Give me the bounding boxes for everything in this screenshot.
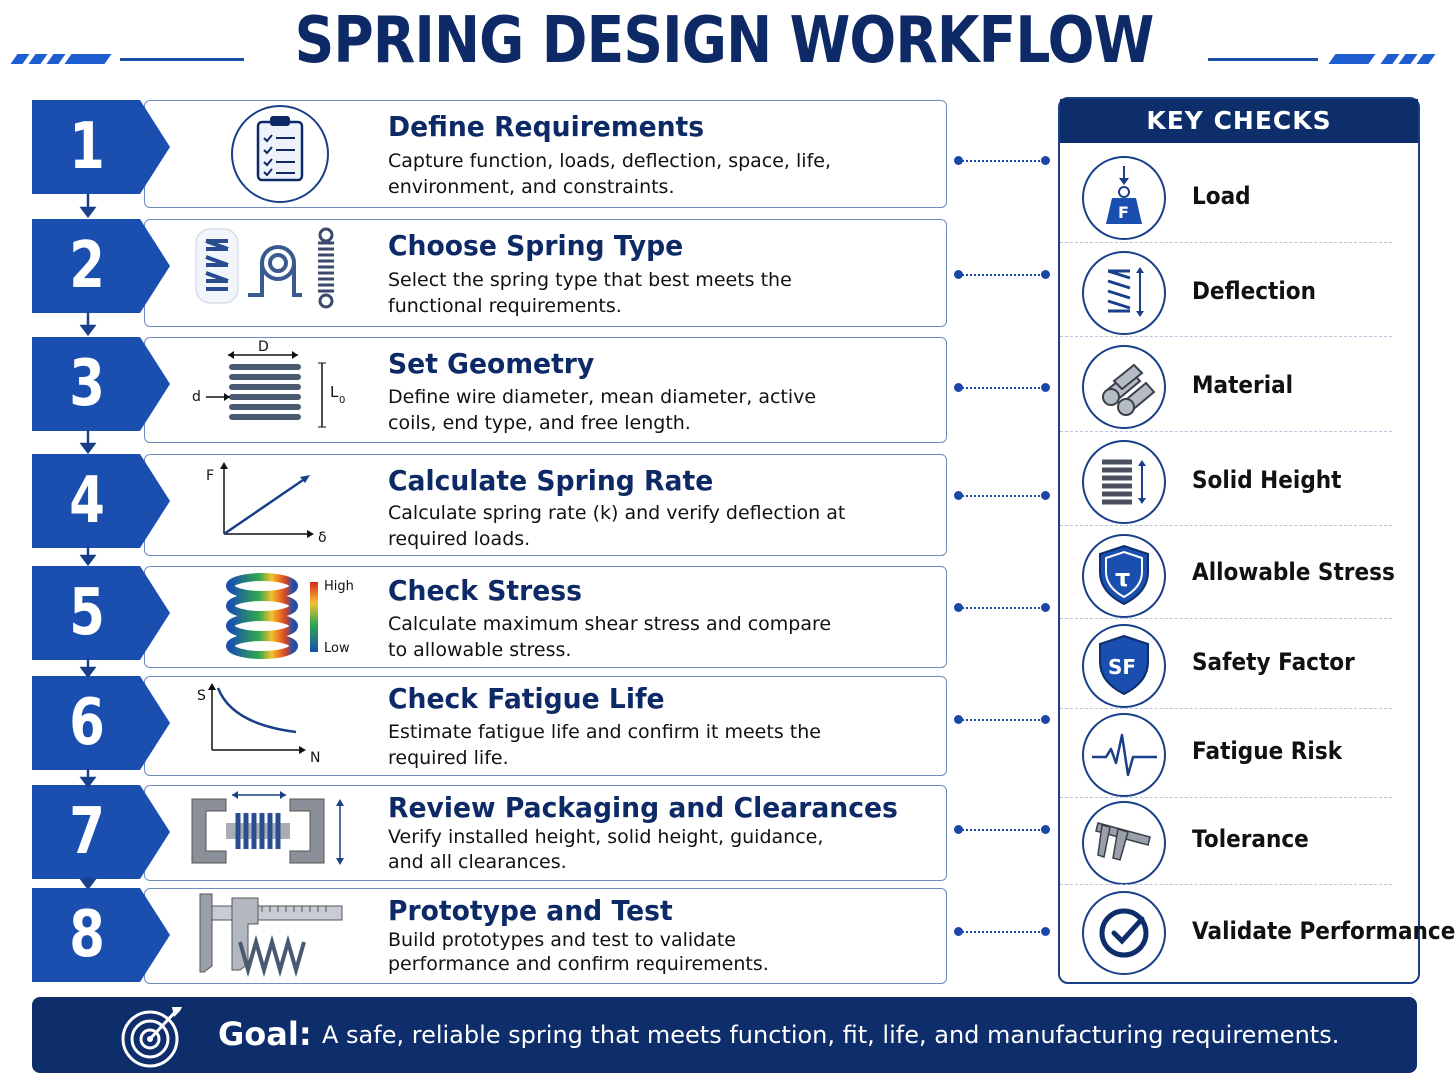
flow-arrows: [78, 192, 98, 892]
compressed-spring-icon: [1082, 251, 1166, 335]
step-number-badge: [32, 454, 172, 548]
step-number: 4: [69, 464, 105, 538]
goal-banner: [32, 997, 1417, 1073]
check-label: Tolerance: [1192, 825, 1309, 853]
force-deflection-graph-icon: [192, 454, 372, 556]
legend-low: Low: [324, 641, 350, 656]
step-2: [32, 219, 947, 327]
connector: [954, 927, 1050, 937]
sn-curve-icon: [192, 676, 372, 776]
step-6: [32, 676, 947, 776]
connector: [954, 156, 1050, 166]
title-decoration-right: [1208, 54, 1438, 64]
step-title: Choose Spring Type: [388, 229, 684, 262]
dimension-L: L: [330, 383, 339, 401]
dimension-L-subscript: 0: [339, 395, 346, 406]
step-8: [32, 888, 947, 984]
goal-text: A safe, reliable spring that meets function, fit, life, and manufacturing requirements.: [322, 1021, 1340, 1049]
axis-delta: δ: [318, 530, 327, 546]
connector: [954, 825, 1050, 835]
step-description: Calculate spring rate (k) and verify deflection at required loads.: [388, 502, 846, 550]
clipboard-checklist-icon: [192, 100, 372, 208]
step-number-badge: [32, 100, 172, 194]
check-label: Load: [1192, 182, 1251, 210]
step-number-badge: [32, 785, 172, 879]
dimension-D: D: [258, 339, 269, 355]
step-description: Calculate maximum shear stress and compare to allowable stress.: [388, 613, 832, 661]
page-title: SPRING DESIGN WORKFLOW: [294, 4, 1154, 78]
step-description: Capture function, loads, deflection, space, life, environment, and constraints.: [388, 150, 831, 198]
tau-shield-icon: [1082, 534, 1166, 618]
checkmark-icon: [1082, 891, 1166, 975]
axis-N: N: [310, 750, 321, 766]
connector: [954, 383, 1050, 393]
packaging-icon: [192, 785, 372, 881]
step-number: 1: [69, 110, 105, 184]
caliper-icon: [1082, 801, 1166, 885]
check-label: Material: [1192, 371, 1294, 399]
connector: [954, 491, 1050, 501]
connector: [954, 270, 1050, 280]
step-5: [32, 566, 947, 668]
step-7: [32, 785, 947, 881]
spring-geometry-icon: [192, 337, 372, 443]
stress-spring-icon: [192, 566, 372, 668]
connector: [954, 715, 1050, 725]
header: [0, 0, 1448, 92]
step-number: 5: [69, 576, 105, 650]
step-title: Review Packaging and Clearances: [388, 791, 898, 824]
check-tolerance: [1060, 801, 1418, 889]
check-label: Deflection: [1192, 277, 1316, 305]
legend-high: High: [324, 579, 354, 594]
solid-spring-icon: [1082, 440, 1166, 524]
step-number: 2: [69, 229, 105, 303]
step-title: Check Stress: [388, 574, 582, 607]
step-title: Calculate Spring Rate: [388, 464, 714, 497]
step-description: Build prototypes and test to validate performance and confirm requirements.: [388, 929, 769, 975]
step-4: [32, 454, 947, 556]
step-description: Verify installed height, solid height, guidance, and all clearances.: [388, 826, 824, 873]
step-number: 8: [69, 898, 105, 972]
step-number-badge: [32, 219, 172, 313]
step-number-badge: [32, 566, 172, 660]
axis-F: F: [206, 468, 215, 484]
step-number: 3: [69, 347, 105, 421]
tau-label: τ: [1115, 564, 1131, 592]
step-description: Select the spring type that best meets the functional requirements.: [388, 269, 792, 317]
check-safety-factor: [1060, 624, 1418, 712]
check-label: Safety Factor: [1192, 648, 1355, 676]
step-description: Estimate fatigue life and confirm it meets the required life.: [388, 721, 821, 769]
connector: [954, 603, 1050, 613]
check-label: Fatigue Risk: [1192, 737, 1343, 765]
material-bars-icon: [1082, 345, 1166, 429]
check-label: Validate Performance: [1192, 917, 1455, 945]
step-title: Set Geometry: [388, 347, 595, 380]
step-number-badge: [32, 676, 172, 770]
step-title: Check Fatigue Life: [388, 682, 665, 715]
step-description: Define wire diameter, mean diameter, active coils, end type, and free length.: [388, 386, 817, 434]
check-label: Allowable Stress: [1192, 558, 1395, 586]
check-fatigue-risk: [1060, 713, 1418, 801]
step-number-badge: [32, 888, 172, 982]
spring-types-icon: [192, 219, 372, 327]
check-validate-performance: [1060, 889, 1455, 979]
caliper-spring-icon: [192, 888, 372, 984]
key-checks-header: KEY CHECKS: [1060, 99, 1418, 143]
step-title: Prototype and Test: [388, 894, 673, 927]
dimension-d: d: [192, 389, 201, 405]
weight-label: F: [1118, 203, 1129, 222]
check-material: [1060, 343, 1418, 433]
target-icon: [116, 1003, 186, 1069]
key-checks-panel: [1058, 97, 1455, 984]
check-solid-height: [1060, 438, 1418, 528]
step-1: [32, 100, 947, 208]
step-number: 6: [69, 686, 105, 760]
step-number-badge: [32, 337, 172, 431]
sf-label: SF: [1108, 655, 1137, 679]
check-load: [1060, 154, 1418, 244]
check-label: Solid Height: [1192, 466, 1342, 494]
goal-label: Goal:: [218, 1015, 312, 1053]
pulse-icon: [1082, 713, 1166, 797]
check-allowable-stress: [1060, 532, 1418, 622]
check-deflection: [1060, 249, 1418, 339]
sf-shield-icon: [1082, 624, 1166, 708]
step-number: 7: [69, 795, 105, 869]
weight-icon: [1082, 156, 1166, 240]
axis-S: S: [197, 688, 206, 704]
step-3: [32, 337, 947, 443]
step-title: Define Requirements: [388, 110, 705, 143]
